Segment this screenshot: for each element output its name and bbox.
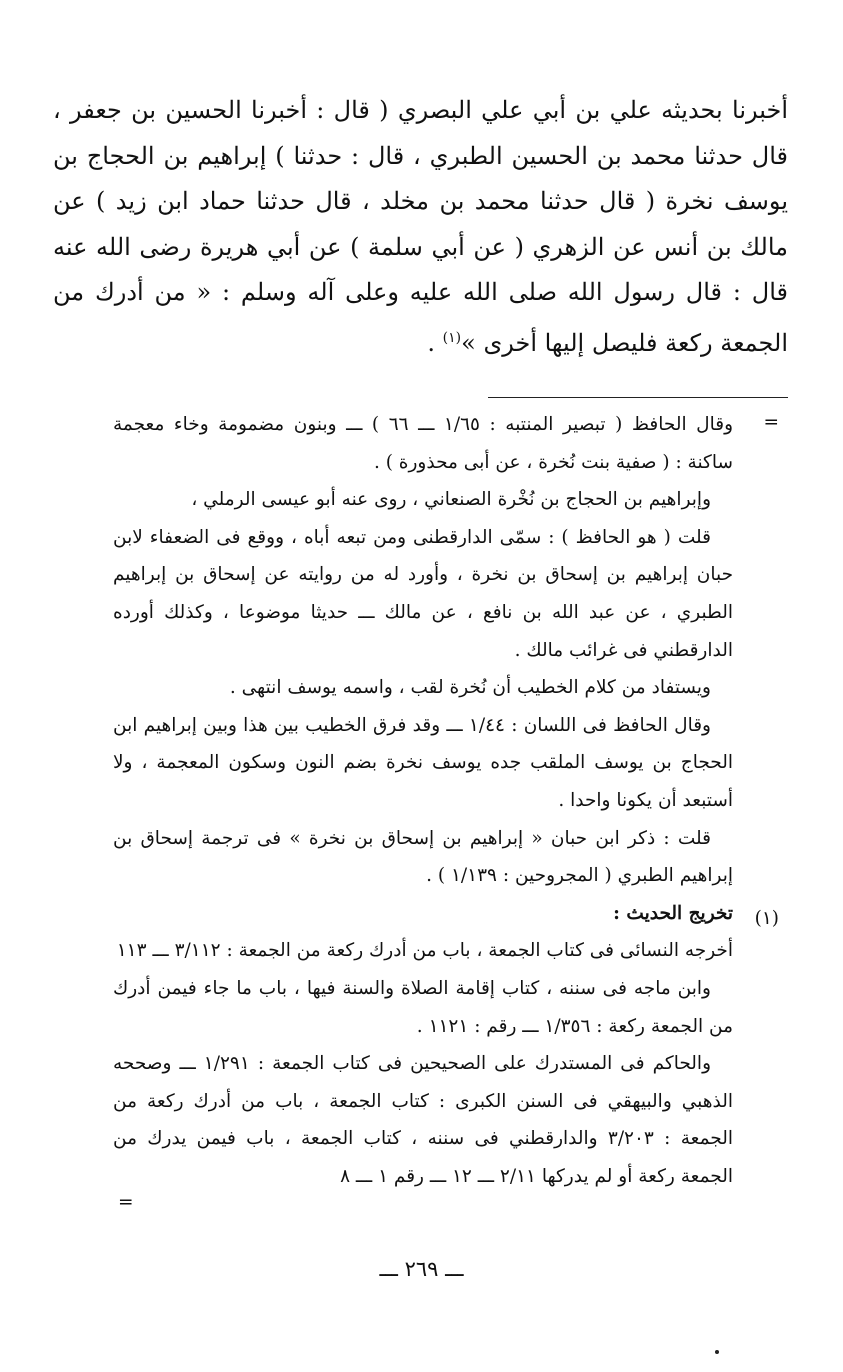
footnote-paragraph: وقال الحافظ ( تبصير المنتبه : ١/٦٥ ـــ ٦٦ ) ـــ وبنون مضمومة وخاء معجمة ساكنة : ( صفية بنت نُخرة ، عن أبى محذورة ) . bbox=[113, 414, 733, 473]
page-number: ـــ ٢٦٩ ـــ bbox=[379, 1257, 464, 1281]
footnote-paragraph: قلت : ذكر ابن حبان « إبراهيم بن إسحاق بن نخرة » فى ترجمة إسحاق بن إبراهيم الطبري ( المجروحين : ١/١٣٩ ) . bbox=[113, 827, 733, 887]
footnote-heading: تخريج الحديث : bbox=[613, 902, 733, 924]
main-paragraph bbox=[53, 88, 788, 366]
footnote-paragraph: أخرجه النسائى فى كتاب الجمعة ، باب من أدرك ركعة من الجمعة : ٣/١١٢ ـــ ١١٣ bbox=[116, 940, 733, 962]
main-paragraph-end: . bbox=[427, 328, 443, 357]
main-text-block bbox=[53, 88, 788, 366]
footnotes-block bbox=[113, 406, 733, 1195]
footnote-end-mark: = bbox=[118, 1192, 134, 1213]
footnote-paragraph: ويستفاد من كلام الخطيب أن نُخرة لقب ، واسمه يوسف انتهى . bbox=[229, 677, 711, 699]
footnote-paragraph: والحاكم فى المستدرك على الصحيحين فى كتاب الجمعة : ١/٢٩١ ـــ وصححه الذهبي والبيهقي فى السنن الكبرى : كتاب الجمعة ، باب من أدرك ركعة من الجمعة : ٣/٢٠٣ والدارقطني فى سننه ، كتاب الجمعة ، باب فيمن يدرك من الجمعة ركعة أو لم يدركها ٢/١١ ـــ ١٢ ـــ رقم ١ ـــ ٨ bbox=[113, 1053, 733, 1187]
page-dot bbox=[715, 1350, 719, 1354]
footnote-paragraph: قلت ( هو الحافظ ) : سمّى الدارقطنى ومن تبعه أباه ، ووقع فى الضعفاء لابن حبان إبراهيم بن إسحاق بن نخرة ، وأورد له من روايته عن إسحاق بن إبراهيم الطبري ، عن عبد الله بن نافع ، عن مالك ـــ حديثا موضوعا ، وكذلك أورده الدارقطني فى غرائب مالك . bbox=[113, 526, 733, 661]
main-paragraph-text: أخبرنا بحديثه علي بن أبي علي البصري ( قال : أخبرنا الحسين بن جعفر ، قال حدثنا محمد بن الحسين الطبري ، قال : حدثنا ) إبراهيم بن الحجاج بن يوسف نخرة ( قال حدثنا محمد بن مخلد ، قال حدثنا حماد ابن زيد ) عن مالك بن أنس عن الزهري ( عن أبي سلمة ) عن أبي هريرة رضى الله عنه قال : قال رسول الله صلى الله عليه وعلى آله وسلم : « من أدرك من الجمعة ركعة فليصل إليها أخرى » bbox=[53, 96, 788, 357]
footnote-paragraph: وإبراهيم بن الحجاج بن نُخْرة الصنعاني ، روى عنه أبو عيسى الرملي ، bbox=[191, 489, 711, 511]
footnote-divider bbox=[488, 397, 788, 398]
footnote-reference: (١) bbox=[442, 329, 462, 346]
footnote-continuation-mark: = bbox=[763, 412, 779, 433]
footnote-paragraph: وابن ماجه فى سننه ، كتاب إقامة الصلاة والسنة فيها ، باب ما جاء فيمن أدرك من الجمعة ركعة : ١/٣٥٦ ـــ رقم : ١١٢١ . bbox=[113, 977, 733, 1037]
footnote-number: (١) bbox=[754, 908, 779, 929]
footnote-paragraph: وقال الحافظ فى اللسان : ١/٤٤ ـــ وقد فرق الخطيب بين هذا وبين إبراهيم ابن الحجاج بن يوسف الملقب جده يوسف نخرة بضم النون وسكون المعجمة ، ولا أستبعد أن يكونا واحدا . bbox=[113, 714, 733, 811]
